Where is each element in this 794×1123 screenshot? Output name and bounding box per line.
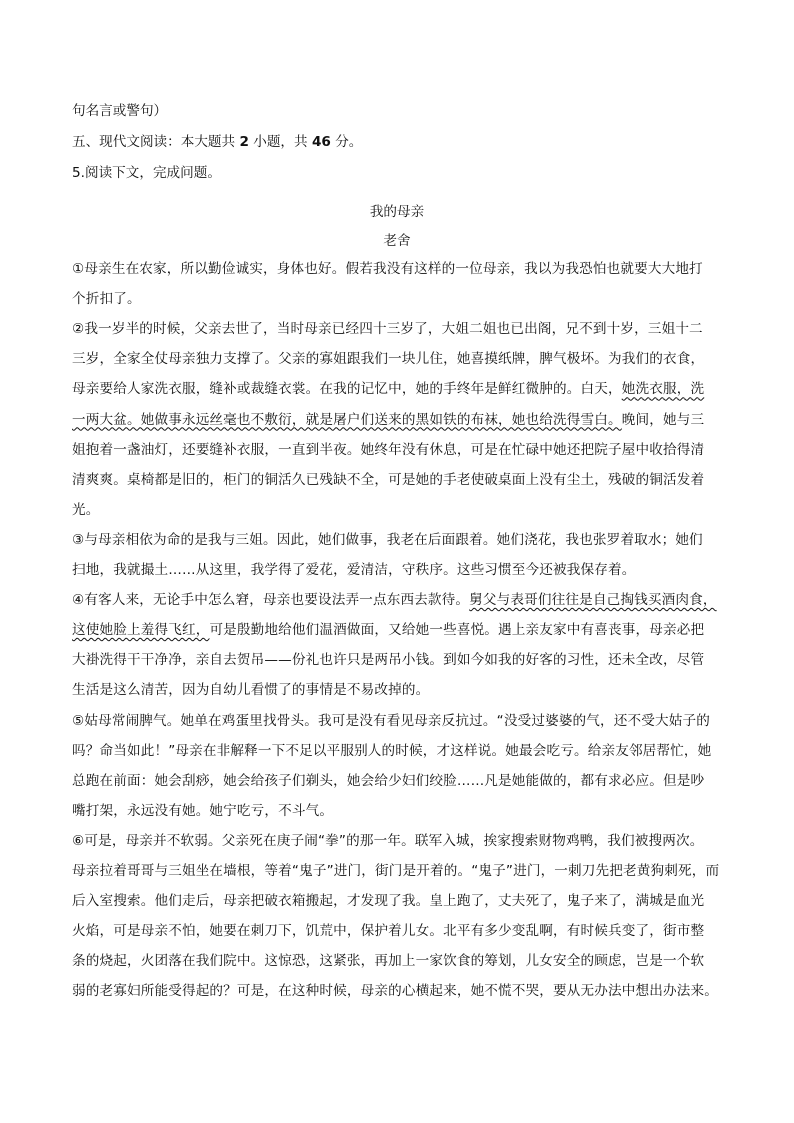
essay-text: 母亲拉着哥哥与三姐坐在墙根，等着“鬼子”进门，街门是开着的。“鬼子”进门，一刺刀先把老黄狗刺死，而 — [72, 863, 720, 879]
section-heading — [72, 133, 362, 151]
underlined-text: 舅父与表哥们往往是自己掏钱买酒肉食， — [469, 592, 717, 609]
total-score: 46 — [311, 134, 331, 150]
essay-line — [72, 982, 718, 1000]
section-heading-prefix: 五、现代文阅读：本大题共 — [72, 134, 240, 150]
essay-line — [72, 832, 703, 850]
essay-text: ③与母亲相依为命的是我与三姐。因此，她们做事，我老在后面跟着。她们浇花，我也张罗着取水；她们 — [72, 531, 703, 548]
essay-author: 老舍 — [383, 233, 411, 249]
essay-text: ④有客人来，无论手中怎么窘，母亲也要设法弄一点东西去款待。 — [72, 592, 470, 609]
essay-title: 我的母亲 — [369, 204, 425, 220]
essay-text: 大褂洗得干干净净，亲自去贺吊——份礼也许只是两吊小钱。到如今如我的好客的习性，还未全改，尽管 — [72, 652, 705, 669]
essay-line — [72, 441, 704, 459]
essay-text: 弱的老寡妇所能受得起的？可是，在这种时候，母亲的心横起来，她不慌不哭，要从无办法中想出办法来。 — [72, 983, 718, 1000]
question-prompt — [72, 164, 221, 182]
continued-text: 句名言或警句） — [72, 103, 168, 119]
essay-text: 条的烧起，火团落在我们院中。这惊恐，这紧张，再加上一家饮食的筹划，儿女安全的顾虑，岂是一个软 — [72, 953, 705, 970]
section-heading-suffix: 分。 — [330, 134, 363, 150]
essay-line — [72, 531, 703, 549]
essay-line — [72, 561, 636, 579]
question-prompt-text: 5.阅读下文，完成问题。 — [72, 165, 221, 181]
essay-text: 清爽爽。桌椅都是旧的，柜门的铜活久已残缺不全，可是她的手老使破桌面上没有尘土，残破的铜活发着 — [72, 471, 705, 488]
underlined-text: 她洗衣服，洗 — [621, 381, 705, 398]
essay-line — [72, 952, 704, 970]
essay-line — [72, 260, 703, 278]
essay-text: 火焰，可是母亲不怕，她要在刺刀下，饥荒中，保护着儿女。北平有多少变乱啊，有时候兵变了，街市整 — [72, 923, 705, 940]
underlined-text: 一两大盆。她做事永远丝毫也不敷衍，就是屠户们送来的黑如铁的布袜，她也给洗得雪白。 — [72, 411, 622, 428]
essay-text: ⑥可是，母亲并不软弱。父亲死在庚子闹“拳”的那一年。联军入城，挨家搜索财物鸡鸭，我们被搜两次。 — [72, 832, 704, 849]
essay-line — [72, 651, 704, 669]
essay-line — [72, 320, 703, 338]
essay-text: 母亲要给人家洗衣服，缝补或裁缝衣裳。在我的记忆中，她的手终年是鲜红微肿的。白天， — [72, 381, 622, 398]
essay-text: 可是殷勤地给他们温酒做面，又给她一些喜悦。遇上亲友家中有喜丧事，母亲必把 — [209, 622, 705, 639]
essay-text: 光。 — [72, 501, 100, 518]
essay-line — [72, 712, 710, 730]
underlined-text: 这使她脸上羞得飞红， — [72, 622, 210, 639]
essay-text: 总跑在前面：她会刮痧，她会给孩子们剃头，她会给少妇们绞脸……凡是她能做的，都有求必应。但是吵 — [72, 772, 705, 789]
essay-line — [72, 621, 704, 639]
essay-line — [72, 802, 333, 820]
essay-line — [72, 591, 717, 609]
essay-line — [72, 380, 704, 398]
essay-line — [72, 290, 141, 308]
essay-line — [72, 742, 711, 760]
essay-line — [72, 772, 704, 790]
essay-text: 吗？命当如此！”母亲在非解释一下不足以平服别人的时候，才这样说。她最会吃亏。给亲友邻居帮忙，她 — [72, 742, 712, 759]
essay-text: ②我一岁半的时候，父亲去世了，当时母亲已经四十三岁了，大姐二姐也已出阁，兄不到十岁，三姐十二 — [72, 321, 703, 338]
essay-line — [72, 922, 704, 940]
essay-text: 三岁，全家全仗母亲独力支撑了。父亲的寡姐跟我们一块儿住，她喜摸纸牌，脾气极坏。为我们的衣食， — [72, 351, 705, 368]
essay-text: 嘴打架，永远没有她。她宁吃亏，不斗气。 — [72, 802, 334, 819]
essay-text: 个折扣了。 — [72, 291, 141, 308]
essay-line — [72, 411, 704, 429]
essay-text: 后入室搜索。他们走后，母亲把破衣箱搬起，才发现了我。皇上跑了，丈夫死了，鬼子来了，满城是血光 — [72, 893, 705, 910]
continued-text-line — [72, 102, 167, 120]
essay-text: ①母亲生在农家，所以勤俭诚实，身体也好。假若我没有这样的一位母亲，我以为我恐怕也就要大大地打 — [72, 261, 703, 277]
essay-text: 晚间，她与三 — [621, 411, 705, 428]
question-count: 2 — [239, 134, 249, 150]
essay-text: 扫地，我就撮土……从这里，我学得了爱花，爱清洁，守秩序。这些习惯至今还被我保存着。 — [72, 562, 636, 578]
essay-line — [72, 350, 704, 368]
essay-line — [72, 681, 429, 699]
essay-text: 姐抱着一盏油灯，还要缝补衣服，一直到半夜。她终年没有休息，可是在忙碌中她还把院子屋中收拾得清 — [72, 441, 705, 458]
essay-text: 生活是这么清苦，因为自幼儿看惯了的事情是不易改掉的。 — [72, 682, 430, 699]
essay-line — [72, 471, 704, 489]
essay-text: ⑤姑母常闹脾气。她单在鸡蛋里找骨头。我可是没有看见母亲反抗过。“没受过婆婆的气，还不受大姑子的 — [72, 712, 710, 729]
essay-line — [72, 892, 704, 910]
section-heading-middle: 小题，共 — [248, 134, 312, 150]
essay-line — [72, 501, 100, 519]
essay-line — [72, 862, 719, 880]
